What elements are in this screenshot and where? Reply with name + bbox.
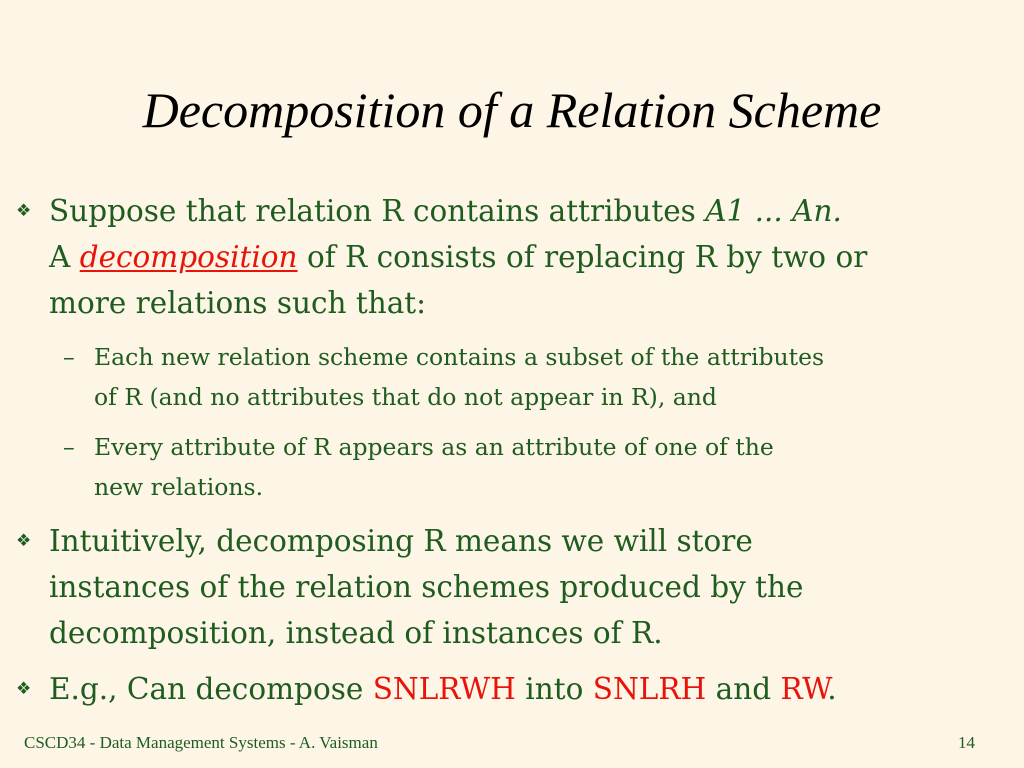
- relation-rw: RW: [780, 672, 828, 706]
- text-span: A: [49, 240, 80, 274]
- slide-title: Decomposition of a Relation Scheme: [142, 82, 882, 138]
- bullet-decomposition-definition: [16, 188, 999, 326]
- text-span: of R consists of replacing R by two or: [297, 240, 868, 274]
- dash-bullet-icon: –: [63, 433, 75, 461]
- bullet-line: more relations such that:: [49, 286, 427, 320]
- text-span: E.g., Can decompose: [49, 672, 373, 706]
- sub-bullet-subset: [63, 337, 1004, 417]
- text-span: and: [706, 672, 781, 706]
- sub-bullet-line: Each new relation scheme contains a subset of the attributes: [94, 343, 825, 371]
- bullet-line: instances of the relation schemes produced by the: [49, 570, 804, 604]
- bullet-line: [49, 234, 999, 280]
- text-span: into: [515, 672, 593, 706]
- sub-bullet-line: of R (and no attributes that do not appear in R), and: [94, 383, 717, 411]
- diamond-bullet-icon: ❖: [16, 531, 32, 551]
- text-span: Suppose that relation R contains attributes: [49, 194, 706, 228]
- bullet-line: [49, 666, 999, 712]
- sub-bullet-every-attribute: [63, 427, 1004, 507]
- relation-snlrwh: SNLRWH: [372, 672, 516, 706]
- slide-number: 14: [958, 733, 975, 752]
- diamond-bullet-icon: ❖: [16, 679, 32, 699]
- decomposition-term: decomposition: [79, 240, 298, 274]
- sub-bullet-line: Every attribute of R appears as an attribute of one of the: [94, 433, 774, 461]
- bullet-line: [49, 188, 999, 234]
- bullet-example: [16, 666, 999, 712]
- sub-bullet-line: new relations.: [94, 473, 264, 501]
- dash-bullet-icon: –: [63, 343, 75, 371]
- bullet-intuition: [16, 518, 999, 656]
- text-span: .: [827, 672, 837, 706]
- diamond-bullet-icon: ❖: [16, 201, 32, 221]
- bullet-line: decomposition, instead of instances of R.: [49, 616, 663, 650]
- footer-course: CSCD34 - Data Management Systems - A. Vaisman: [24, 733, 378, 752]
- attributes-italic: A1 ... An.: [705, 194, 842, 228]
- bullet-line: Intuitively, decomposing R means we will store: [49, 524, 753, 558]
- relation-snlrh: SNLRH: [592, 672, 707, 706]
